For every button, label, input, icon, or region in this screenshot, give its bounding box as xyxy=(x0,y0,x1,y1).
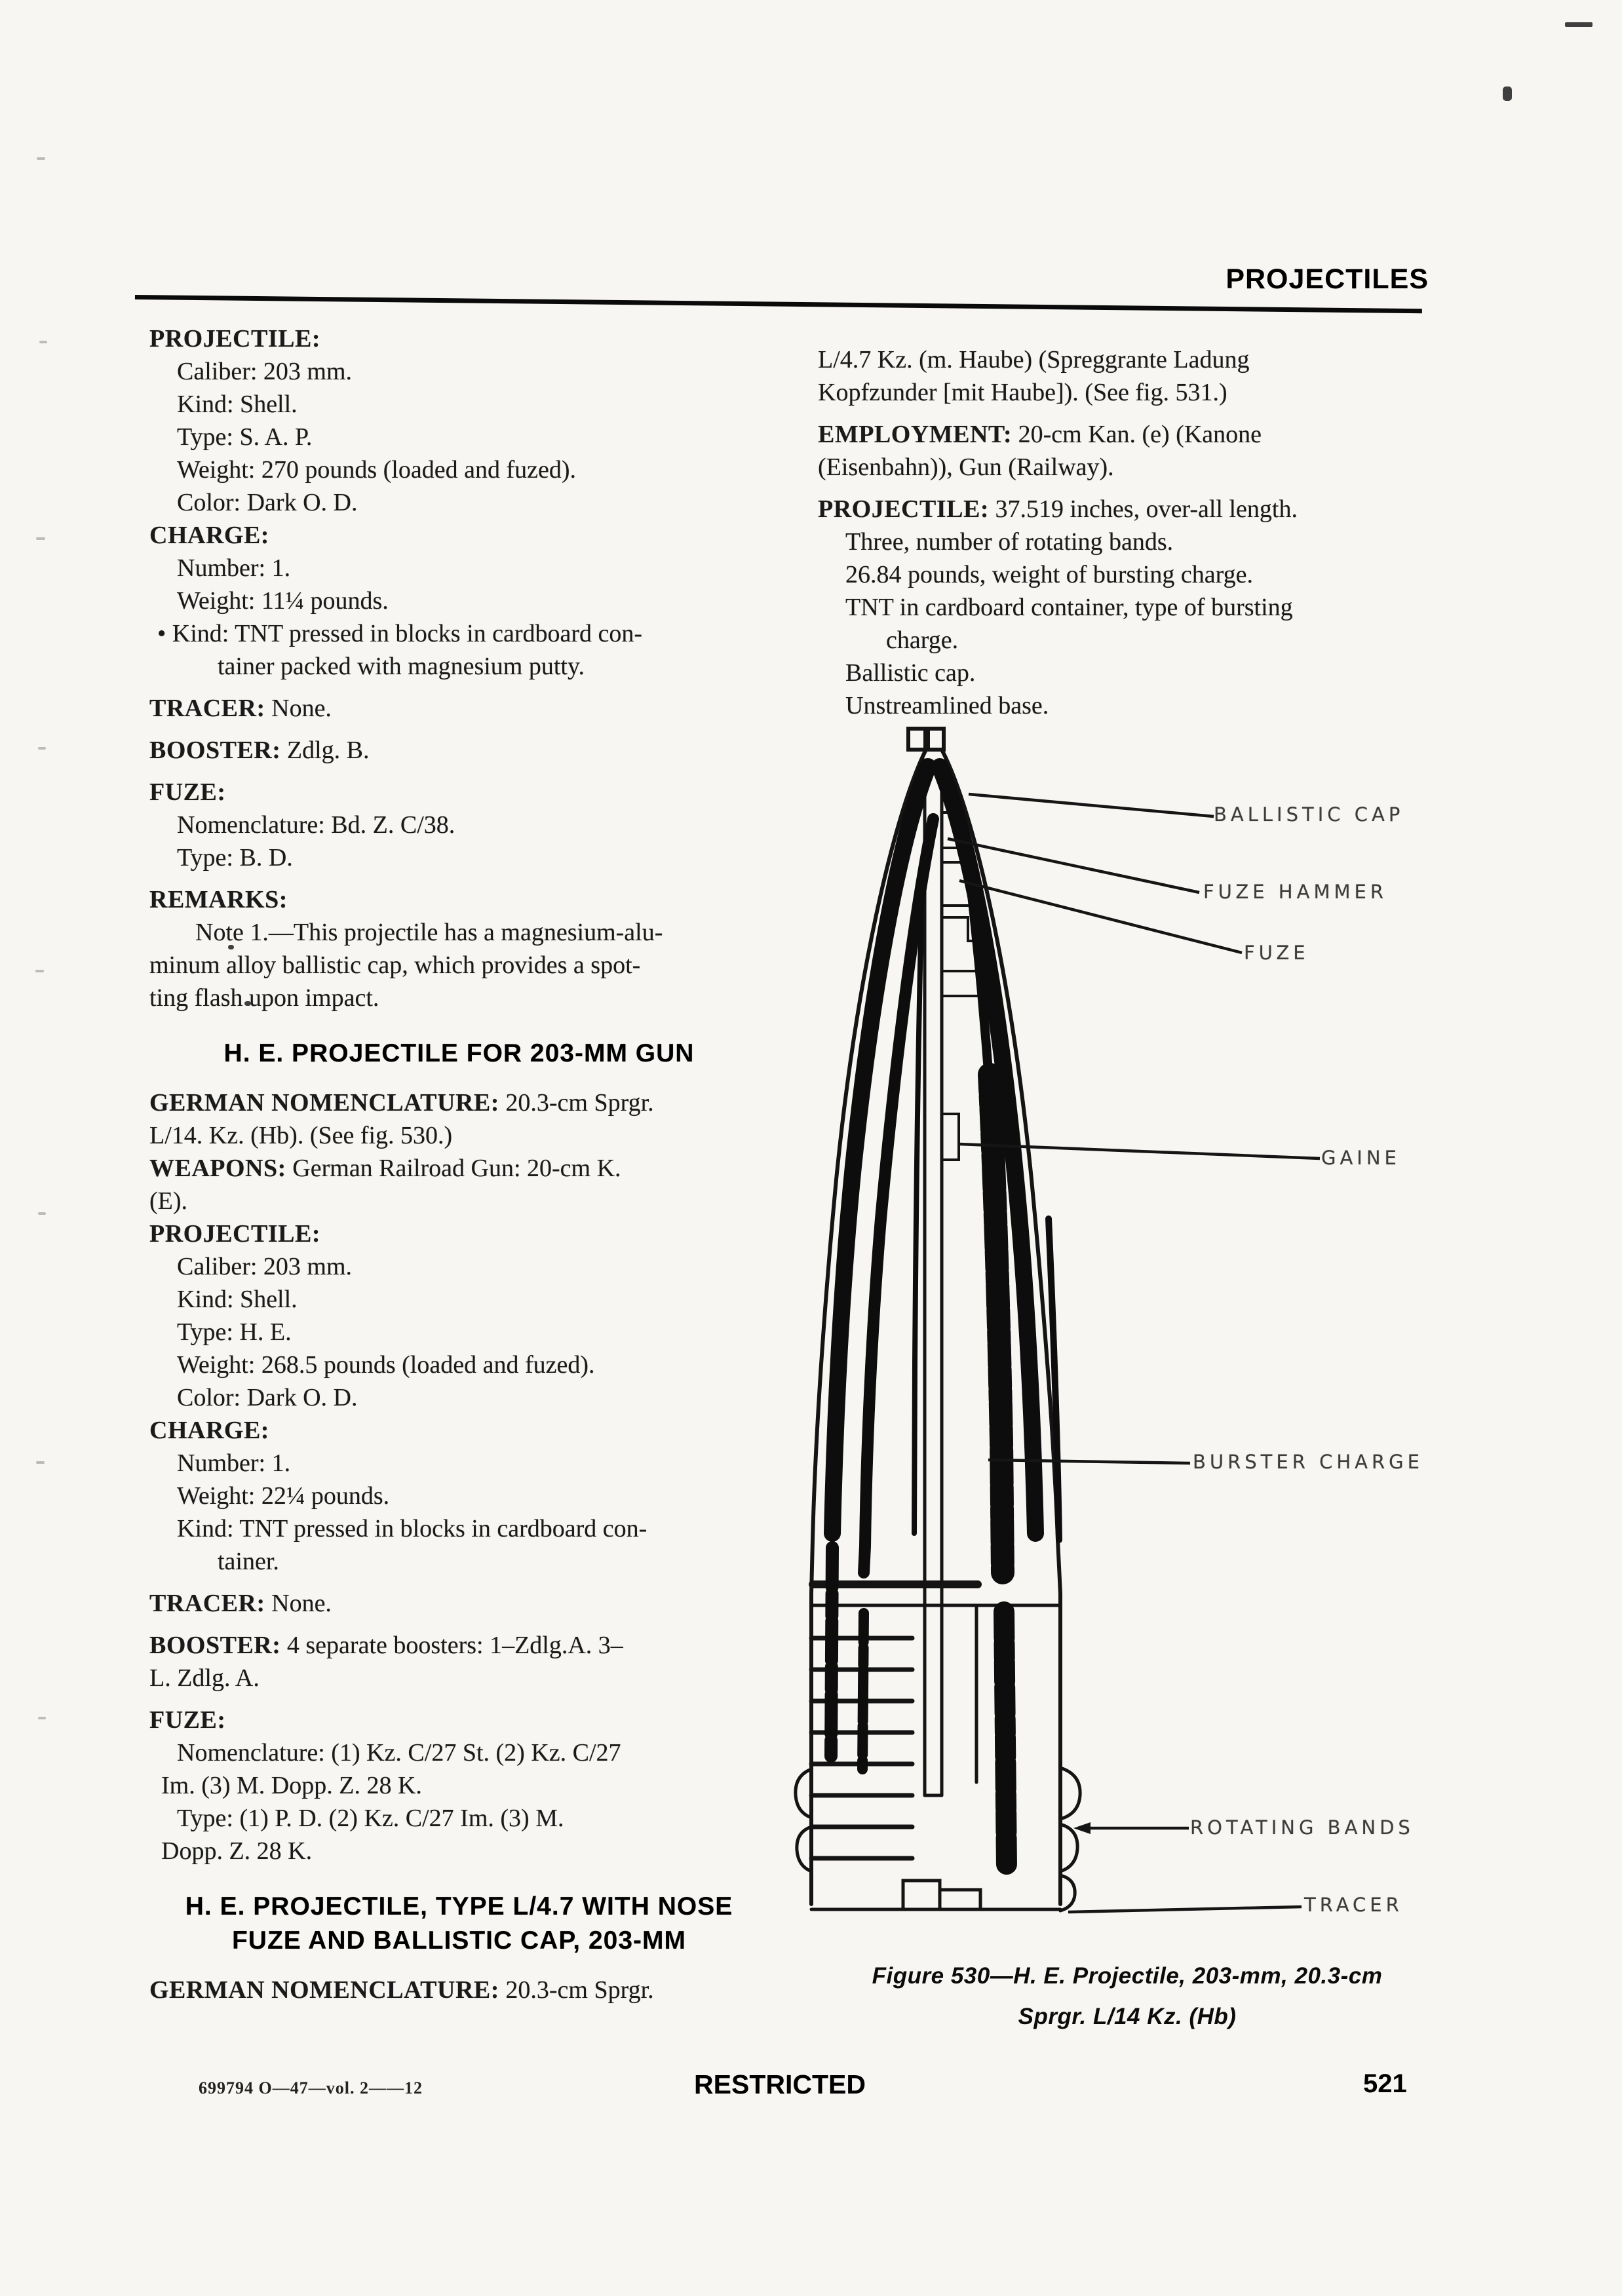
scan-artifact xyxy=(35,970,44,972)
text-line: H. E. PROJECTILE FOR 203-MM GUN xyxy=(223,1039,695,1067)
scan-artifact xyxy=(39,341,47,343)
text-line: Weight: 22¼ pounds. xyxy=(177,1482,390,1510)
footer-classification: RESTRICTED xyxy=(694,2069,866,2099)
text-line: Im. (3) M. Dopp. Z. 28 K. xyxy=(161,1772,422,1799)
figure-label-ballistic-cap: BALLISTIC CAP xyxy=(1214,803,1404,826)
text-line: CHARGE: xyxy=(149,522,269,549)
scan-artifact xyxy=(1503,86,1512,101)
text-line: TRACER: None. xyxy=(149,695,332,722)
text-line: Three, number of rotating bands. xyxy=(845,528,1174,556)
projectile-cutaway-diagram xyxy=(773,721,1507,1966)
text-line: (Eisenbahn)), Gun (Railway). xyxy=(818,453,1114,481)
scan-artifact xyxy=(36,1461,45,1464)
scan-artifact xyxy=(37,157,45,160)
text-line: TNT in cardboard container, type of bursting xyxy=(845,594,1293,621)
left-column xyxy=(149,322,769,2006)
text-line: FUZE: xyxy=(149,778,226,806)
scan-artifact xyxy=(38,1212,46,1215)
footer-print-code: 699794 O—47—vol. 2——12 xyxy=(199,2078,423,2097)
footer-page-number: 521 xyxy=(1363,2069,1407,2098)
text-line: PROJECTILE: xyxy=(149,1220,320,1248)
text-line: BOOSTER: Zdlg. B. xyxy=(149,737,370,764)
text-line: ting flash upon impact. xyxy=(149,984,379,1012)
text-line: Caliber: 203 mm. xyxy=(177,358,353,385)
scan-artifact xyxy=(1565,22,1593,27)
text-line: FUZE: xyxy=(149,1706,226,1734)
text-line: minum alloy ballistic cap, which provides a spot- xyxy=(149,951,641,979)
text-line: Kind: Shell. xyxy=(177,391,298,418)
header-rule xyxy=(135,295,1422,313)
text-line: Nomenclature: (1) Kz. C/27 St. (2) Kz. C/27 xyxy=(177,1739,621,1767)
text-line: TRACER: None. xyxy=(149,1590,332,1617)
page-header-title: PROJECTILES xyxy=(1226,263,1429,295)
text-line: L/4.7 Kz. (m. Haube) (Spreggrante Ladung xyxy=(818,346,1250,373)
rotating-bands-arrowhead xyxy=(1073,1822,1091,1834)
text-line: FUZE AND BALLISTIC CAP, 203-MM xyxy=(231,1926,687,1955)
text-line: Color: Dark O. D. xyxy=(177,489,358,516)
text-line: Type: H. E. xyxy=(177,1318,292,1346)
right-column xyxy=(818,343,1427,722)
text-line: Kind: Shell. xyxy=(177,1286,298,1313)
text-line: Kopfzunder [mit Haube]). (See fig. 531.) xyxy=(818,379,1227,406)
text-line: REMARKS: xyxy=(149,886,288,913)
text-line: H. E. PROJECTILE, TYPE L/4.7 WITH NOSE xyxy=(185,1892,733,1921)
text-line: tainer packed with magnesium putty. xyxy=(218,653,585,680)
figure-label-fuze-hammer: FUZE HAMMER xyxy=(1203,881,1387,903)
text-line: • Kind: TNT pressed in blocks in cardboard con- xyxy=(157,620,643,647)
text-line: PROJECTILE: xyxy=(149,325,320,353)
text-line: tainer. xyxy=(218,1548,279,1575)
text-line: GERMAN NOMENCLATURE: 20.3-cm Sprgr. xyxy=(149,1089,654,1117)
text-line: Note 1.—This projectile has a magnesium-alu- xyxy=(195,919,663,946)
text-line: Nomenclature: Bd. Z. C/38. xyxy=(177,811,455,839)
text-line: Weight: 11¼ pounds. xyxy=(177,587,389,615)
scan-artifact xyxy=(36,537,45,540)
text-line: Unstreamlined base. xyxy=(845,692,1049,719)
text-line: charge. xyxy=(886,626,959,654)
text-line: GERMAN NOMENCLATURE: 20.3-cm Sprgr. xyxy=(149,1976,654,2004)
text-line: L. Zdlg. A. xyxy=(149,1664,260,1692)
text-line: 26.84 pounds, weight of bursting charge. xyxy=(845,561,1253,588)
text-line: Type: S. A. P. xyxy=(177,423,313,451)
text-line: BOOSTER: 4 separate boosters: 1–Zdlg.A. 3– xyxy=(149,1632,623,1659)
text-line: Dopp. Z. 28 K. xyxy=(161,1837,313,1865)
figure-label-burster-charge: BURSTER CHARGE xyxy=(1193,1451,1423,1473)
figure-caption-line1: Figure 530—H. E. Projectile, 203-mm, 20.3-cm xyxy=(872,1963,1383,1989)
scan-artifact xyxy=(38,1717,46,1719)
scan-artifact xyxy=(38,747,46,750)
text-line: Ballistic cap. xyxy=(845,659,976,687)
text-line: Number: 1. xyxy=(177,1449,291,1477)
figure-label-fuze: FUZE xyxy=(1244,942,1309,964)
text-line: Caliber: 203 mm. xyxy=(177,1253,353,1280)
text-line: EMPLOYMENT: 20-cm Kan. (e) (Kanone xyxy=(818,421,1262,448)
text-line: Type: (1) P. D. (2) Kz. C/27 Im. (3) M. xyxy=(177,1805,564,1832)
text-line: Number: 1. xyxy=(177,554,291,582)
text-line: WEAPONS: German Railroad Gun: 20-cm K. xyxy=(149,1155,621,1182)
text-line: L/14. Kz. (Hb). (See fig. 530.) xyxy=(149,1122,453,1149)
figure-label-rotating-bands: ROTATING BANDS xyxy=(1190,1816,1414,1839)
text-line: CHARGE: xyxy=(149,1417,269,1444)
text-line: Weight: 270 pounds (loaded and fuzed). xyxy=(177,456,577,484)
figure-label-tracer: TRACER xyxy=(1304,1894,1403,1916)
text-line: Weight: 268.5 pounds (loaded and fuzed). xyxy=(177,1351,595,1379)
text-line: Color: Dark O. D. xyxy=(177,1384,358,1411)
text-line: (E). xyxy=(149,1187,188,1215)
text-line: Kind: TNT pressed in blocks in cardboard con- xyxy=(177,1515,647,1542)
text-line: Type: B. D. xyxy=(177,844,293,871)
figure-label-gaine: GAINE xyxy=(1321,1147,1400,1169)
figure-caption-line2: Sprgr. L/14 Kz. (Hb) xyxy=(1018,2004,1237,2029)
text-line: PROJECTILE: 37.519 inches, over-all length. xyxy=(818,495,1298,523)
